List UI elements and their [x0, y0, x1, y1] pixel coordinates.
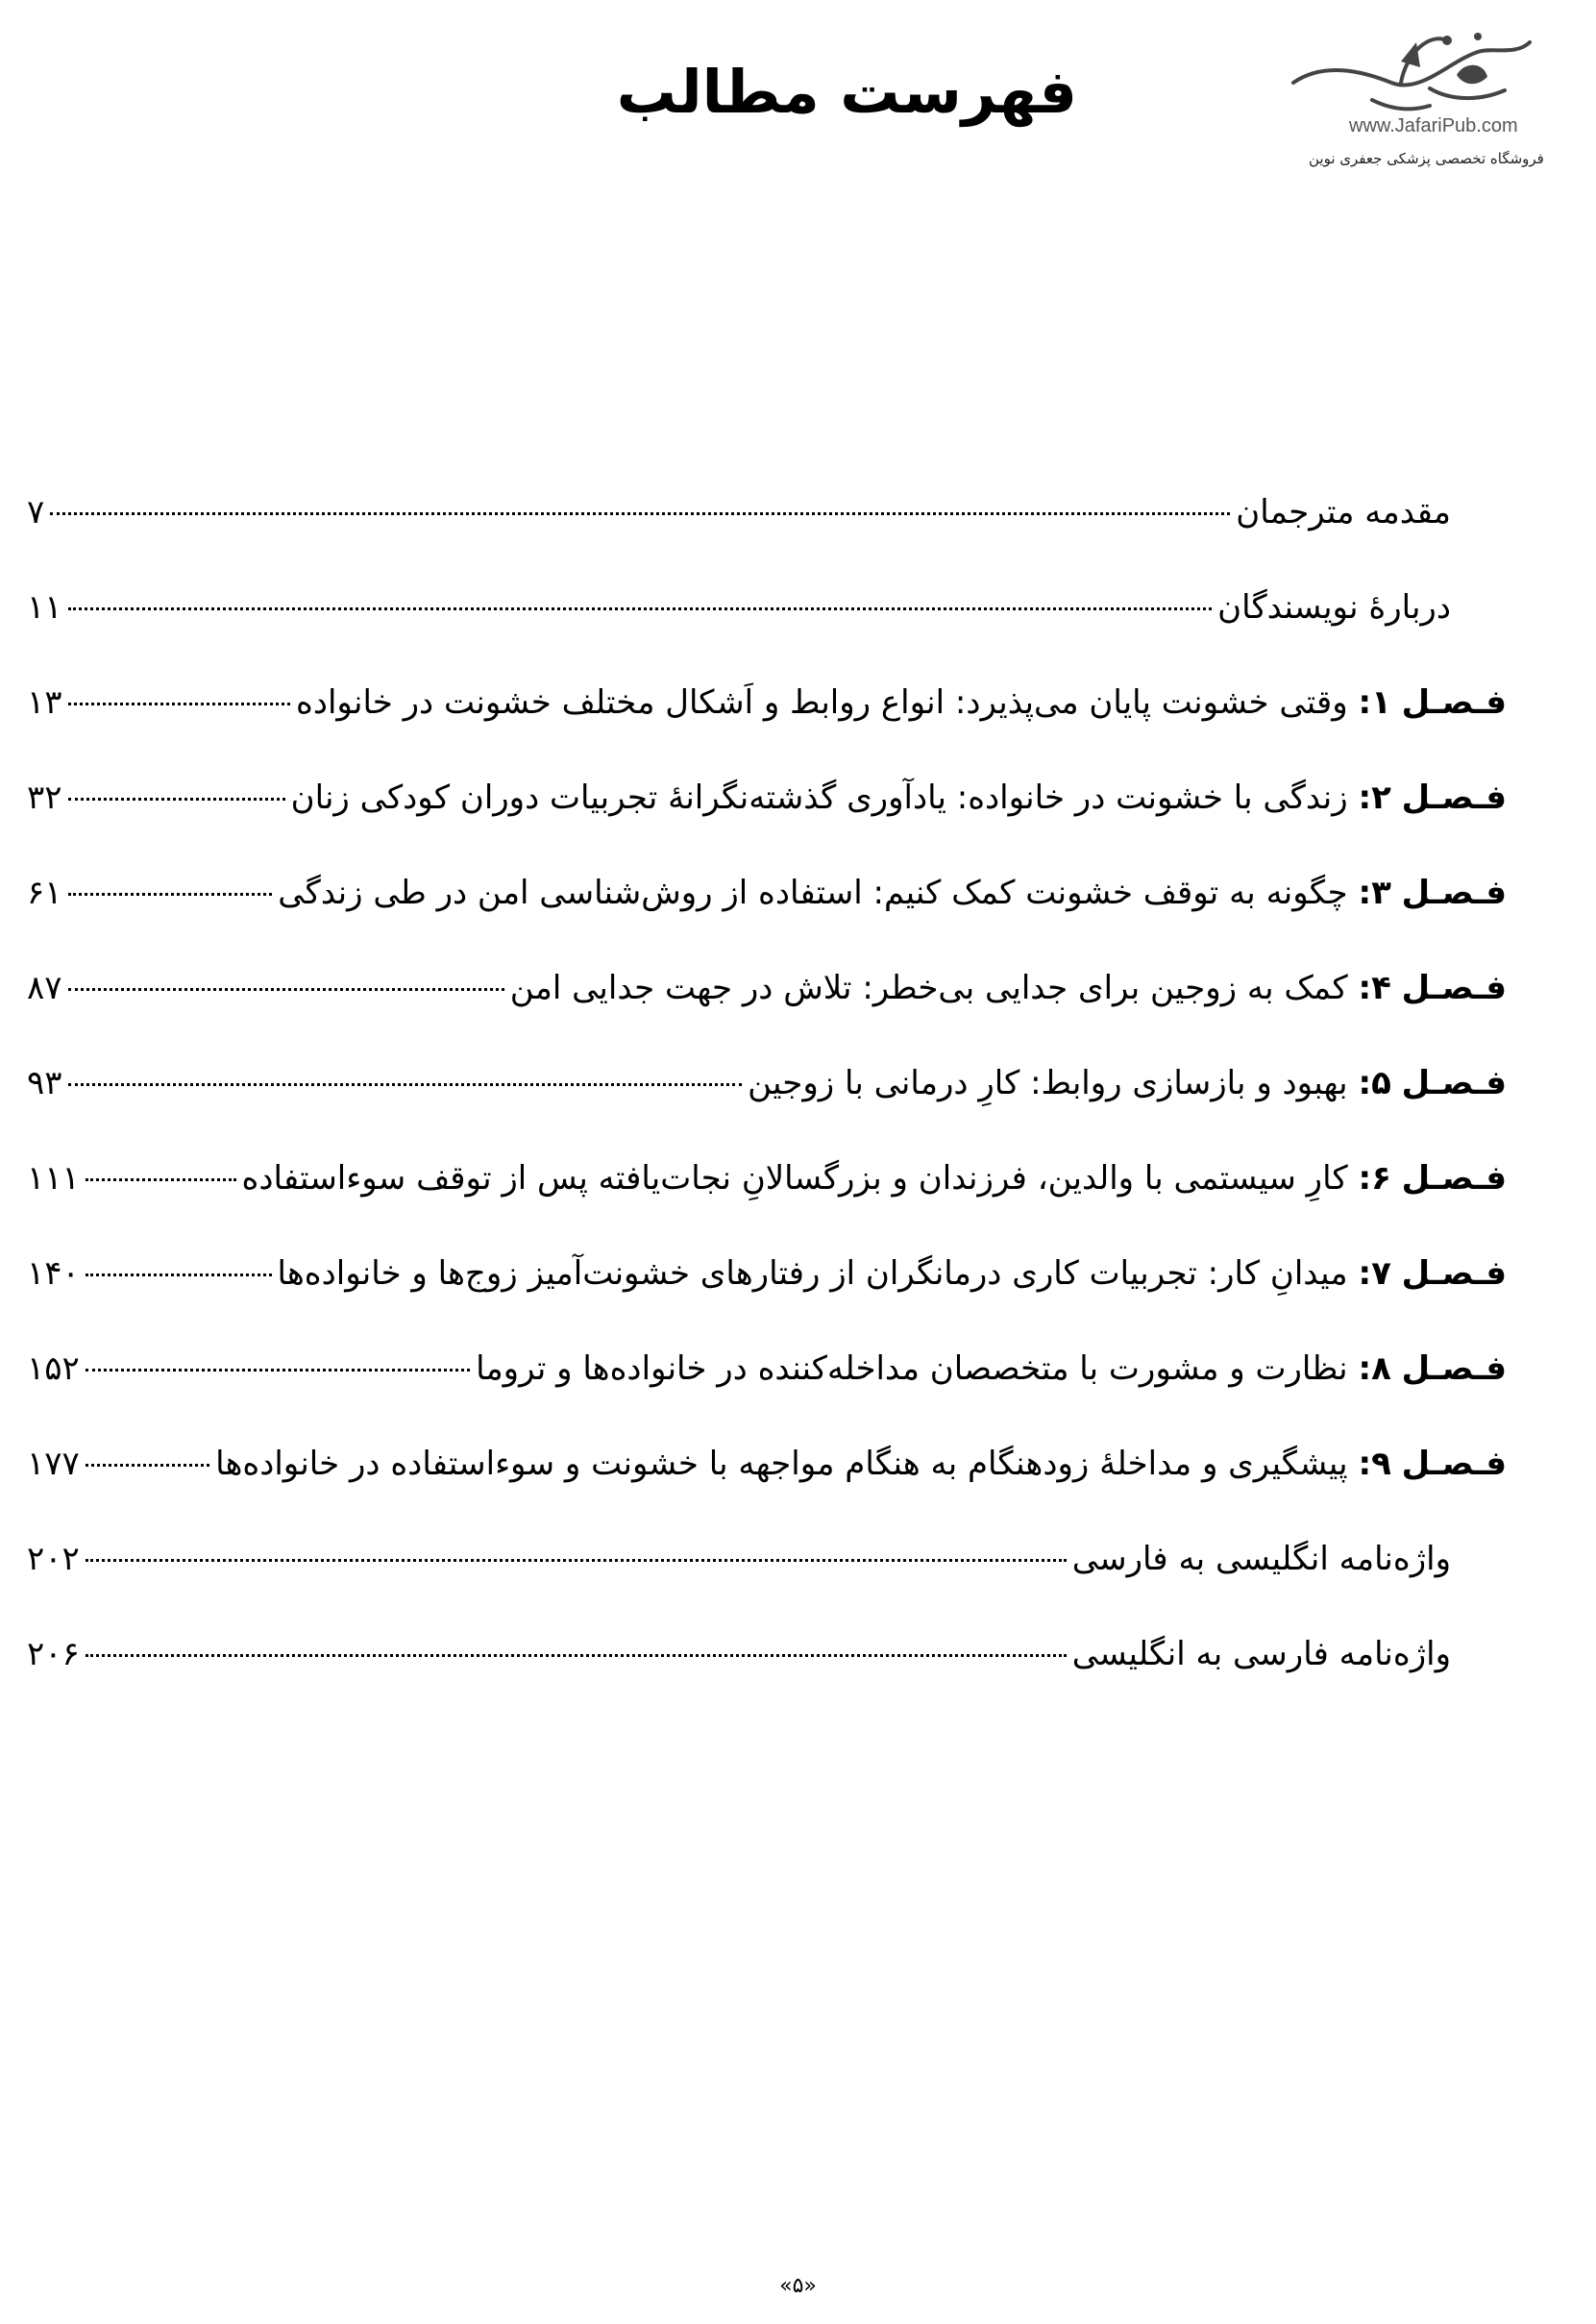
toc-entry-text [278, 859, 1507, 927]
toc-entry-text [748, 1050, 1507, 1117]
toc-entry[interactable] [27, 574, 1507, 669]
toc-entry-page: ۹۳ [27, 1064, 62, 1102]
dot-leader [86, 1559, 1067, 1562]
chapter-label: فـصـل [1401, 874, 1507, 912]
toc-entry-page: ۷ [27, 493, 45, 532]
toc-entry-title: مقدمه مترجمان [1236, 493, 1451, 532]
dot-leader [68, 1083, 743, 1086]
toc-entry[interactable] [27, 1145, 1507, 1240]
toc-entry-title: زندگی با خشونت در خانواده: یادآوری گذشته‌نگرانۀ تجربیات دوران کودکی زنان [290, 779, 1348, 817]
dot-leader [86, 1654, 1067, 1657]
logo-store-name: فروشگاه تخصصی پزشکی جعفری نوین [1309, 150, 1544, 167]
chapter-number: ۱: [1358, 683, 1391, 722]
toc-entry-page: ۱۳ [27, 683, 62, 722]
toc-entry-title: نظارت و مشورت با متخصصان مداخله‌کننده در خانواده‌ها و تروما [476, 1349, 1348, 1388]
chapter-number: ۸: [1358, 1349, 1391, 1388]
toc-entry-page: ۱۷۷ [27, 1445, 80, 1483]
toc-entry-text [242, 1145, 1507, 1212]
toc-entry[interactable] [27, 954, 1507, 1050]
chapter-number: ۷: [1358, 1254, 1391, 1293]
chapter-number: ۶: [1358, 1159, 1391, 1198]
toc-entry-title: کارِ سیستمی با والدین، فرزندان و بزرگسالانِ نجات‌یافته پس از توقف سوءاستفاده [241, 1159, 1348, 1198]
calligraphy-logo-icon [1286, 23, 1537, 129]
chapter-number: ۳: [1358, 874, 1391, 912]
toc-entry-title: دربارۀ نویسندگان [1217, 588, 1451, 627]
chapter-label: فـصـل [1401, 1064, 1507, 1102]
page-number: «۵» [779, 2274, 817, 2298]
toc-entry-title: کمک به زوجین برای جدایی بی‌خطر: تلاش در جهت جدایی امن [509, 969, 1348, 1007]
chapter-label: فـصـل [1401, 969, 1507, 1007]
toc-entry-page: ۱۱ [27, 588, 62, 627]
toc-entry-title: واژه‌نامه فارسی به انگلیسی [1071, 1635, 1451, 1673]
toc-entry-page: ۳۲ [27, 779, 62, 817]
dot-leader [68, 607, 1213, 610]
toc-entry-title: میدانِ کار: تجربیات کاری درمانگران از رفتارهای خشونت‌آمیز زوج‌ها و خانواده‌ها [277, 1254, 1348, 1293]
dot-leader [68, 703, 290, 705]
publisher-logo [1286, 23, 1544, 177]
dot-leader [50, 512, 1230, 515]
toc-entry-text [278, 1240, 1507, 1307]
dot-leader [68, 893, 273, 896]
logo-website-text: www.JafariPub.com [1349, 115, 1518, 136]
toc-entry[interactable] [27, 1240, 1507, 1335]
toc-entry-text [1236, 479, 1451, 546]
chapter-label: فـصـل [1401, 1445, 1507, 1483]
chapter-number: ۹: [1358, 1445, 1391, 1483]
chapter-number: ۵: [1358, 1064, 1391, 1102]
chapter-label: فـصـل [1401, 1254, 1507, 1293]
toc-entry-page: ۸۷ [27, 969, 62, 1007]
toc-entry-text [296, 669, 1507, 736]
toc-entry[interactable] [27, 1525, 1507, 1620]
toc-entry-text [476, 1335, 1507, 1402]
dot-leader [86, 1369, 470, 1372]
dot-leader [68, 798, 285, 801]
toc-entry-text [215, 1430, 1507, 1497]
toc-entry-page: ۱۴۰ [27, 1254, 80, 1293]
chapter-number: ۲: [1358, 779, 1391, 817]
toc-entry-page: ۱۵۲ [27, 1349, 80, 1388]
toc-entry[interactable] [27, 1430, 1507, 1525]
chapter-label: فـصـل [1401, 683, 1507, 722]
toc-entry[interactable] [27, 669, 1507, 764]
toc-entry[interactable] [27, 764, 1507, 859]
toc-entry[interactable] [27, 859, 1507, 954]
toc-entry-page: ۱۱۱ [27, 1159, 80, 1198]
toc-entry-page: ۶۱ [27, 874, 62, 912]
toc-entry-text [510, 954, 1507, 1022]
toc-entry[interactable] [27, 479, 1507, 574]
toc-entry-title: پیشگیری و مداخلۀ زودهنگام به هنگام مواجهه با خشونت و سوءاستفاده در خانواده‌ها [215, 1445, 1348, 1483]
toc-entry[interactable] [27, 1050, 1507, 1145]
chapter-label: فـصـل [1401, 1159, 1507, 1198]
toc-entry-title: وقتی خشونت پایان می‌پذیرد: انواع روابط و اَشکال مختلف خشونت در خانواده [296, 683, 1348, 722]
toc-entry-text [1217, 574, 1451, 641]
chapter-number: ۴: [1358, 969, 1391, 1007]
toc-entry-page: ۲۰۲ [27, 1540, 80, 1578]
toc-entry[interactable] [27, 1620, 1507, 1716]
toc-entry-title: چگونه به توقف خشونت کمک کنیم: استفاده از روش‌شناسی امن در طی زندگی [278, 874, 1348, 912]
toc-entry-text [1072, 1525, 1451, 1593]
toc-entry-title: واژه‌نامه انگلیسی به فارسی [1071, 1540, 1451, 1578]
dot-leader [86, 1464, 209, 1467]
chapter-label: فـصـل [1401, 779, 1507, 817]
dot-leader [86, 1273, 272, 1276]
dot-leader [86, 1178, 236, 1181]
toc-entry[interactable] [27, 1335, 1507, 1430]
toc-entry-text [1072, 1620, 1451, 1688]
page-title: فهرست مطالب [616, 57, 1077, 127]
toc-entry-text [291, 764, 1507, 831]
toc-entry-title: بهبود و بازسازی روابط: کارِ درمانی با زوجین [748, 1064, 1348, 1102]
dot-leader [68, 988, 504, 991]
table-of-contents [27, 479, 1507, 1716]
toc-entry-page: ۲۰۶ [27, 1635, 80, 1673]
chapter-label: فـصـل [1401, 1349, 1507, 1388]
